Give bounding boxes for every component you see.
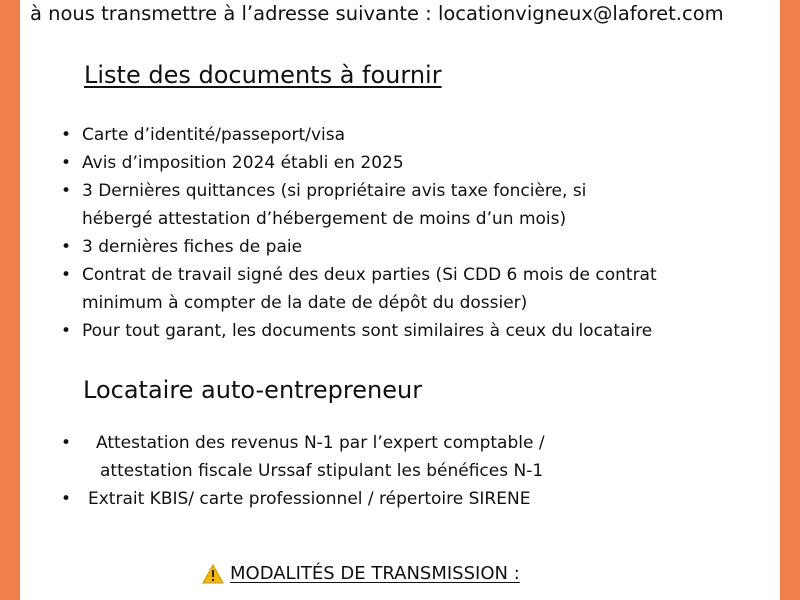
warning-icon (202, 564, 224, 584)
list-item-text: Carte d’identité/passeport/visa (82, 125, 346, 145)
list-item (58, 485, 738, 513)
list-item-text-continued: minimum à compter de la date de dépôt du dossier) (82, 293, 528, 313)
bullet: • (60, 125, 72, 145)
bullet: • (60, 433, 72, 453)
list-item (58, 429, 738, 485)
transmission-label: MODALITÉS DE TRANSMISSION : (230, 563, 520, 584)
transmission-heading (202, 563, 520, 584)
documents-list (58, 121, 758, 345)
list-item-text: 3 Dernières quittances (si propriétaire avis taxe foncière, si (82, 181, 587, 201)
bullet: • (60, 265, 72, 285)
bullet: • (60, 181, 72, 201)
list-item-text: Pour tout garant, les documents sont similaires à ceux du locataire (82, 321, 653, 341)
list-item-text-continued: attestation fiscale Urssaf stipulant les bénéfices N-1 (100, 461, 544, 481)
bullet: • (60, 153, 72, 173)
list-item (58, 233, 758, 261)
auto-entrepreneur-list (58, 429, 738, 513)
bullet: • (60, 237, 72, 257)
documents-section-title: Liste des documents à fournir (84, 61, 442, 89)
list-item-text: Contrat de travail signé des deux parties (Si CDD 6 mois de contrat (82, 265, 657, 285)
list-item-text: Attestation des revenus N-1 par l’expert comptable / (96, 433, 545, 453)
list-item (58, 317, 758, 345)
list-item (58, 149, 758, 177)
email-instruction: à nous transmettre à l’adresse suivante : locationvigneux@laforet.com (30, 2, 724, 25)
list-item (58, 177, 758, 233)
list-item (58, 261, 758, 317)
bullet: • (60, 321, 72, 341)
auto-entrepreneur-section-title: Locataire auto-entrepreneur (83, 376, 423, 404)
bullet: • (60, 489, 72, 509)
list-item-text-continued: hébergé attestation d’hébergement de moins d’un mois) (82, 209, 567, 229)
list-item-text: Extrait KBIS/ carte professionnel / répertoire SIRENE (88, 489, 531, 509)
list-item (58, 121, 758, 149)
list-item-text: 3 dernières fiches de paie (82, 237, 303, 257)
list-item-text: Avis d’imposition 2024 établi en 2025 (82, 153, 404, 173)
